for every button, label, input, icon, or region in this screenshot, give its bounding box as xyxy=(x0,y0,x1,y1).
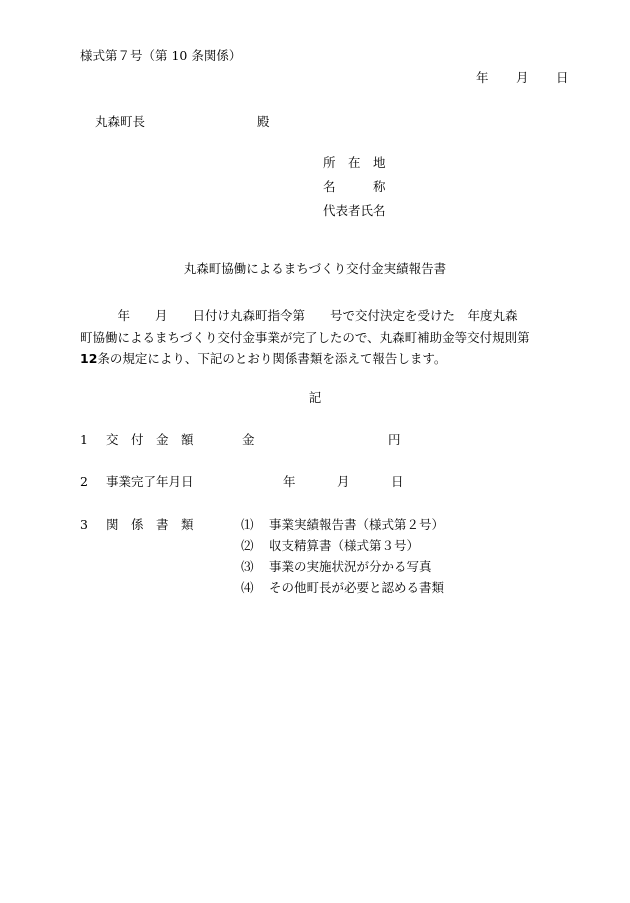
attachment-item xyxy=(241,540,444,561)
item-label: 交 付 金 額 xyxy=(106,432,194,447)
item-grant-amount xyxy=(80,434,401,447)
body-line-3-text: 条の規定により、下記のとおり関係書類を添えて報告します。 xyxy=(97,351,447,366)
attachment-text: その他町長が必要と認める書類 xyxy=(269,580,445,595)
body-line-1: 年 月 日付け丸森町指令第 号で交付決定を受けた 年度丸森 xyxy=(80,308,518,323)
addressee-name: 丸森町長 xyxy=(95,114,146,129)
addressee xyxy=(95,116,270,129)
date-month: 月 xyxy=(516,70,529,85)
article-number: 12 xyxy=(80,351,98,366)
ki-heading: 記 xyxy=(308,390,322,405)
item-related-documents xyxy=(80,519,194,532)
attachment-mark: ⑴ xyxy=(241,517,254,532)
item-number: 3 xyxy=(80,517,88,532)
applicant-block xyxy=(323,157,386,229)
addressee-honorific: 殿 xyxy=(257,114,270,129)
representative-label: 代表者氏名 xyxy=(323,203,386,218)
document-title: 丸森町協働によるまちづくり交付金実績報告書 xyxy=(183,261,447,276)
completion-month: 月 xyxy=(337,474,350,489)
date-day: 日 xyxy=(556,70,569,85)
attachment-mark: ⑷ xyxy=(241,580,254,595)
body-line-3 xyxy=(80,348,580,370)
attachment-item xyxy=(241,561,444,582)
item-label: 事業完了年月日 xyxy=(106,474,194,489)
attachment-list xyxy=(241,519,444,603)
amount-prefix: 金 xyxy=(242,432,255,447)
attachment-item xyxy=(241,582,444,603)
body-line-2: 町協働によるまちづくり交付金事業が完了したので、丸森町補助金等交付規則第 xyxy=(80,329,530,345)
attachment-text: 事業実績報告書（様式第２号） xyxy=(269,517,445,532)
submission-date xyxy=(476,72,569,85)
body-paragraph xyxy=(80,305,580,370)
completion-year: 年 xyxy=(283,474,296,489)
item-number: 2 xyxy=(80,474,88,489)
attachment-mark: ⑵ xyxy=(241,538,254,553)
attachment-mark: ⑶ xyxy=(241,559,254,574)
attachment-text: 収支精算書（様式第３号） xyxy=(269,538,420,553)
attachment-item xyxy=(241,519,444,540)
item-completion-date xyxy=(80,476,404,489)
date-year: 年 xyxy=(476,70,489,85)
attachment-text: 事業の実施状況が分かる写真 xyxy=(269,559,432,574)
item-number: 1 xyxy=(80,432,88,447)
item-label: 関 係 書 類 xyxy=(106,517,194,532)
completion-day: 日 xyxy=(391,474,404,489)
form-number: 様式第７号（第 10 条関係） xyxy=(80,48,242,63)
amount-suffix: 円 xyxy=(388,432,401,447)
address-label: 所 在 地 xyxy=(323,155,386,170)
name-label: 名 称 xyxy=(323,179,386,194)
